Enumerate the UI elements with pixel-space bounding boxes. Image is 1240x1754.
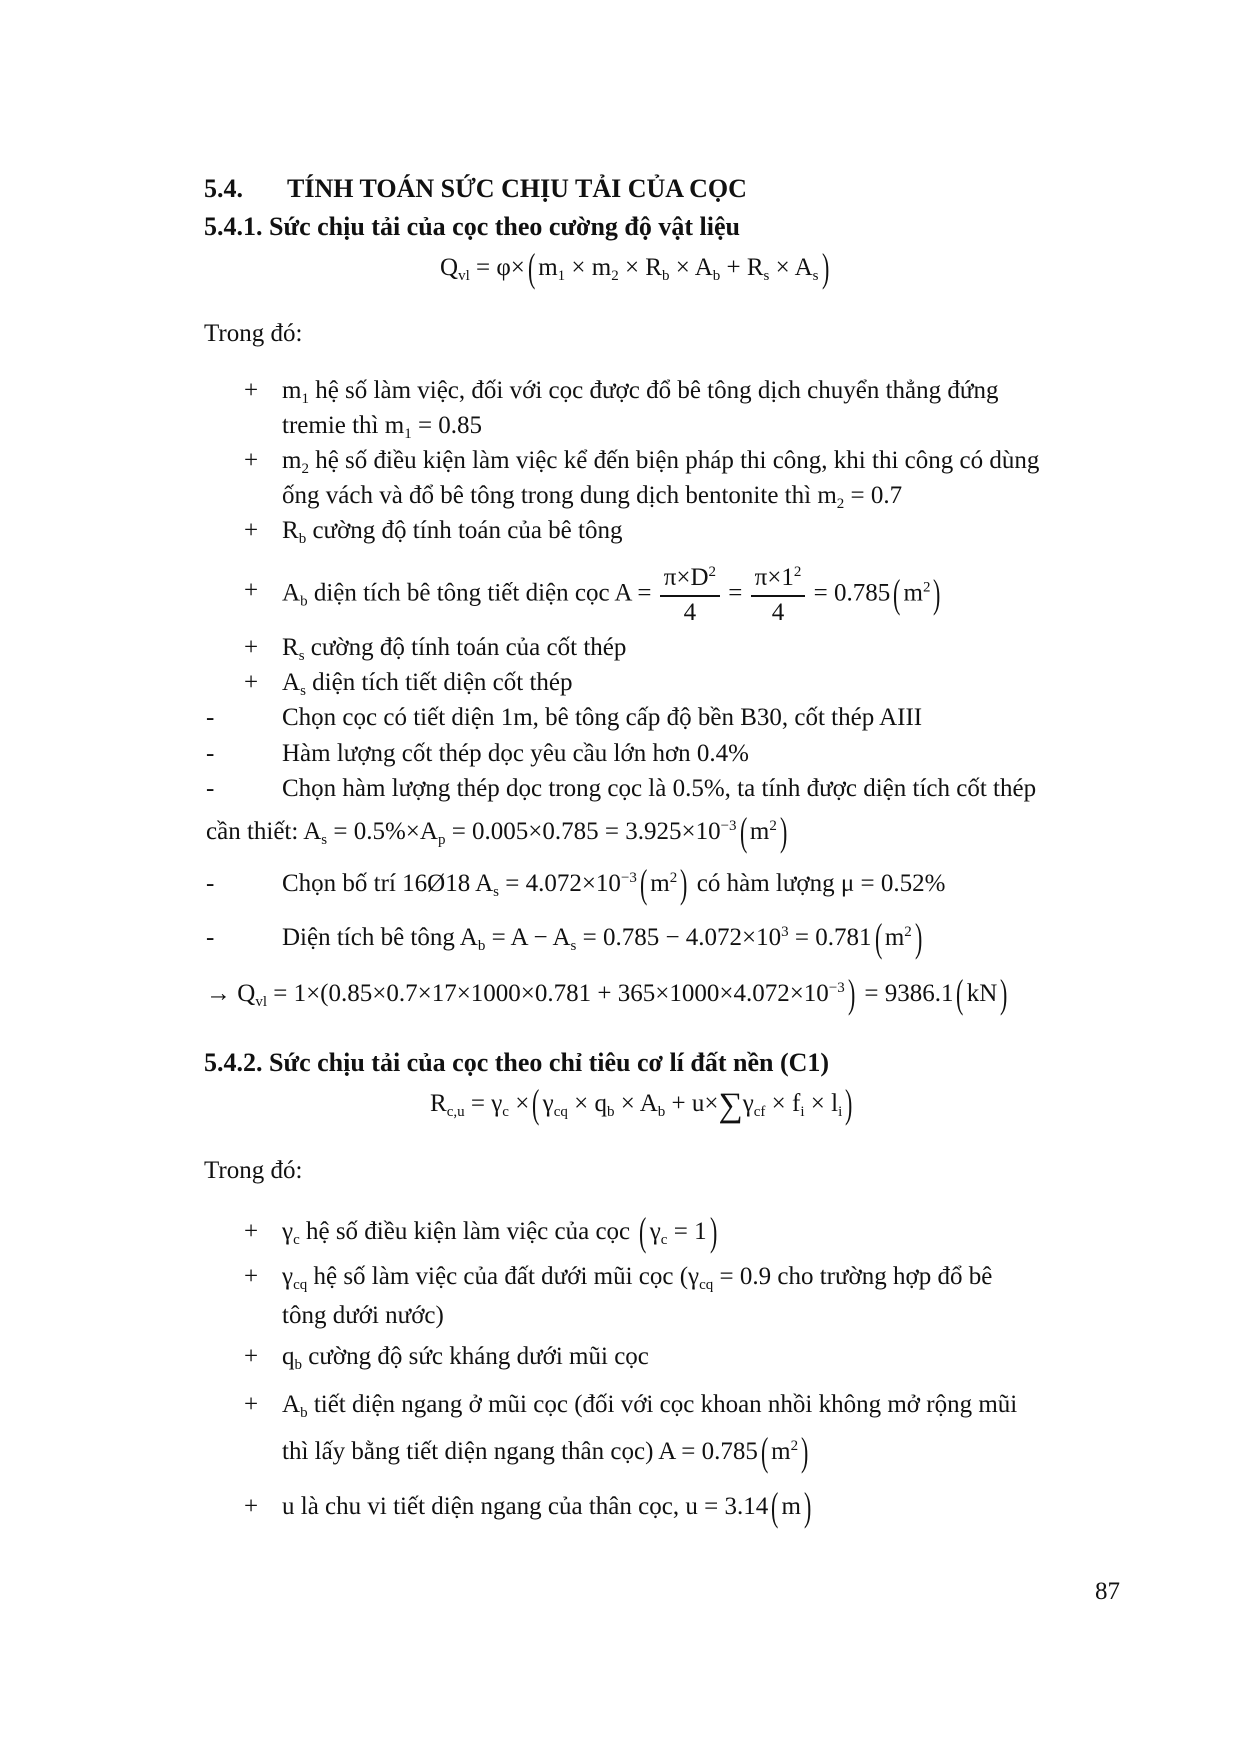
dash-item-1: Chọn cọc có tiết diện 1m, bê tông cấp độ bền B30, cốt thép AIII <box>282 704 923 731</box>
dash-item-4: Chọn bố trí 16Ø18 $A_s = 4.072\times 10^{-3}$( $m^2$) có hàm lượng μ = 0.52% <box>282 861 946 906</box>
bullet-dash: - <box>206 924 215 951</box>
bullet-plus: + <box>244 517 259 544</box>
bullet-plus: + <box>244 1343 259 1370</box>
bullet-plus: + <box>244 1218 259 1245</box>
item-gamma-cq-line2: tông dưới nước) <box>282 1302 444 1329</box>
bullet-plus: + <box>244 1391 259 1418</box>
item-m1-line2: tremie thì $m_1 = 0.85$ <box>282 412 483 442</box>
bullet-plus: + <box>244 577 259 604</box>
dash-item-5: Diện tích bê tông $A_b = A - A_s = 0.785 - 4.072\times 10^3 = 0.781$( $m^2$) <box>282 915 923 960</box>
bullet-plus: + <box>244 1263 259 1290</box>
item-ab: $A_b$ diện tích bê tông tiết diện cọc A = $\frac{\pi\times D^2}{4}$ = $\frac{\pi\times 1^2}{4}$ = 0.785( $m^2$) <box>282 561 944 629</box>
bullet-plus: + <box>244 1493 259 1520</box>
page-number: 87 <box>1095 1578 1120 1605</box>
dash-item-3: Chọn hàm lượng thép dọc trong cọc là 0.5%, ta tính được diện tích cốt thép <box>282 775 1037 802</box>
fraction-piD2-4: $\frac{\pi\times D^2}{4}$ <box>660 561 720 629</box>
bullet-dash: - <box>206 740 215 767</box>
item-rs: $R_s$ cường độ tính toán của cốt thép <box>282 634 627 664</box>
qvl-result: → $Q_{vl} = 1\times(0.85\times 0.7\times 17\times 1000\times 0.781 + 365\times 1000\times 4.072\times 10^{-3}) = 9386.1$( kN) <box>206 971 1008 1016</box>
item-m2-line1: $m_2$ hệ số điều kiện làm việc kể đến biện pháp thi công, khi thi công có dùng <box>282 447 1040 477</box>
dash-item-2: Hàm lượng cốt thép dọc yêu cầu lớn hơn 0.4% <box>282 740 749 767</box>
formula-qvl: $Q_{vl} = \varphi\times$( $m_1 \times m_2 \times R_b \times A_b + R_s \times A_s$) <box>440 245 829 290</box>
trong-do-label-1: Trong đó: <box>204 320 303 347</box>
bullet-plus: + <box>244 377 259 404</box>
section-heading-5-4-1: 5.4.1. Sức chịu tải của cọc theo cường độ vật liệu <box>204 212 740 241</box>
bullet-plus: + <box>244 447 259 474</box>
item-u: u là chu vi tiết diện ngang của thân cọc, u = 3.14( m) <box>282 1484 812 1529</box>
item-m2-line2: ống vách và đổ bê tông trong dung dịch bentonite thì $m_2 = 0.7$ <box>282 482 903 512</box>
item-m1-line1: $m_1$ hệ số làm việc, đối với cọc được đổ bê tông dịch chuyển thẳng đứng <box>282 377 999 407</box>
section-heading-5-4-2: 5.4.2. Sức chịu tải của cọc theo chỉ tiêu cơ lí đất nền (C1) <box>204 1048 830 1077</box>
section-heading-5-4: 5.4. TÍNH TOÁN SỨC CHỊU TẢI CỦA CỌC <box>204 174 747 203</box>
fraction-pi12-4: $\frac{\pi\times 1^2}{4}$ <box>751 561 806 629</box>
dash-item-3-continued: cần thiết: $A_s = 0.5\%\times A_p = 0.005\times 0.785 = 3.925\times 10^{-3}$( $m^2$) <box>206 809 788 854</box>
bullet-dash: - <box>206 704 215 731</box>
item-ab2-line1: $A_b$ tiết diện ngang ở mũi cọc (đối với cọc khoan nhồi không mở rộng mũi <box>282 1391 1018 1421</box>
trong-do-label-2: Trong đó: <box>204 1157 303 1184</box>
item-gamma-c: $\gamma_c$ hệ số điều kiện làm việc của cọc ( $\gamma_c = 1$) <box>282 1209 717 1254</box>
item-as: $A_s$ diện tích tiết diện cốt thép <box>282 669 573 699</box>
item-ab2-line2: thì lấy bằng tiết diện ngang thân cọc) A = 0.785( $m^2$) <box>282 1429 809 1474</box>
bullet-plus: + <box>244 669 259 696</box>
item-rb: $R_b$ cường độ tính toán của bê tông <box>282 517 623 547</box>
item-qb: $q_b$ cường độ sức kháng dưới mũi cọc <box>282 1343 649 1373</box>
formula-rcu: $R_{c,u} = \gamma_c$ ×( $\gamma_{cq} \times q_b \times A_b + u\times\sum\gamma_{cf} \times f_i \times l_i$) <box>430 1081 853 1126</box>
bullet-dash: - <box>206 775 215 802</box>
bullet-plus: + <box>244 634 259 661</box>
item-gamma-cq-line1: $\gamma_{cq}$ hệ số làm việc của đất dưới mũi cọc ($\gamma_{cq} = 0.9$ cho trường hợp đổ bê <box>282 1263 993 1293</box>
bullet-dash: - <box>206 870 215 897</box>
